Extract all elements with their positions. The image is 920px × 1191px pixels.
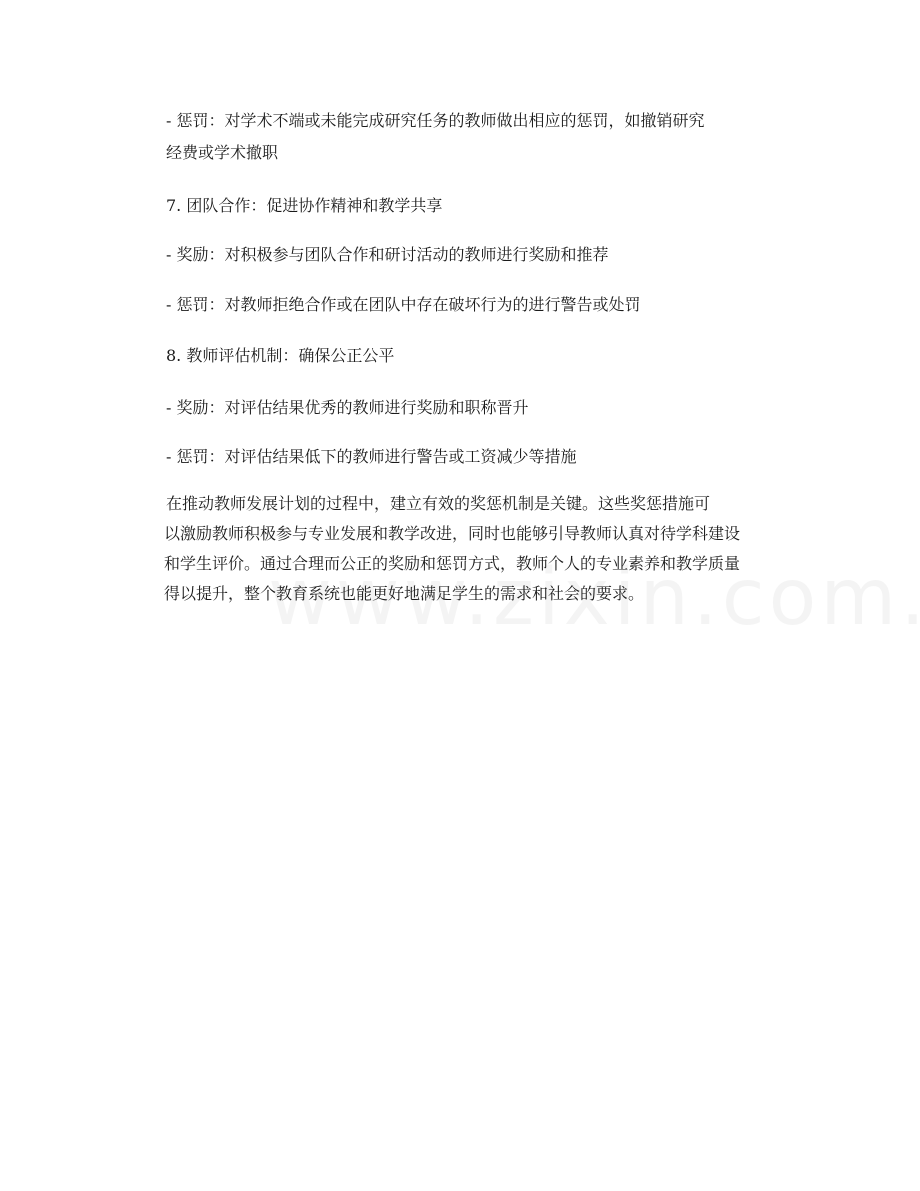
list-item: - 奖励：对评估结果优秀的教师进行奖励和职称晋升 xyxy=(166,398,529,417)
paragraph-line: 在推动教师发展计划的过程中，建立有效的奖惩机制是关键。这些奖惩措施可 xyxy=(166,494,711,513)
list-item: - 惩罚：对教师拒绝合作或在团队中存在破坏行为的进行警告或处罚 xyxy=(166,295,641,314)
section-heading: 8. 教师评估机制：确保公正公平 xyxy=(166,346,395,365)
list-item: - 惩罚：对评估结果低下的教师进行警告或工资减少等措施 xyxy=(166,447,577,466)
list-item: - 惩罚：对学术不端或未能完成研究任务的教师做出相应的惩罚，如撤销研究 xyxy=(166,111,705,130)
paragraph-line: 和学生评价。通过合理而公正的奖励和惩罚方式，教师个人的专业素养和教学质量 xyxy=(164,554,741,573)
paragraph-line: 以激励教师积极参与专业发展和教学改进，同时也能够引导教师认真对待学科建设 xyxy=(164,524,741,543)
section-heading: 7. 团队合作：促进协作精神和教学共享 xyxy=(166,196,443,215)
list-item: - 奖励：对积极参与团队合作和研讨活动的教师进行奖励和推荐 xyxy=(166,245,609,264)
paragraph-line: 得以提升，整个教育系统也能更好地满足学生的需求和社会的要求。 xyxy=(164,584,645,603)
list-item-continuation: 经费或学术撤职 xyxy=(166,143,279,162)
closing-paragraph xyxy=(166,489,756,609)
